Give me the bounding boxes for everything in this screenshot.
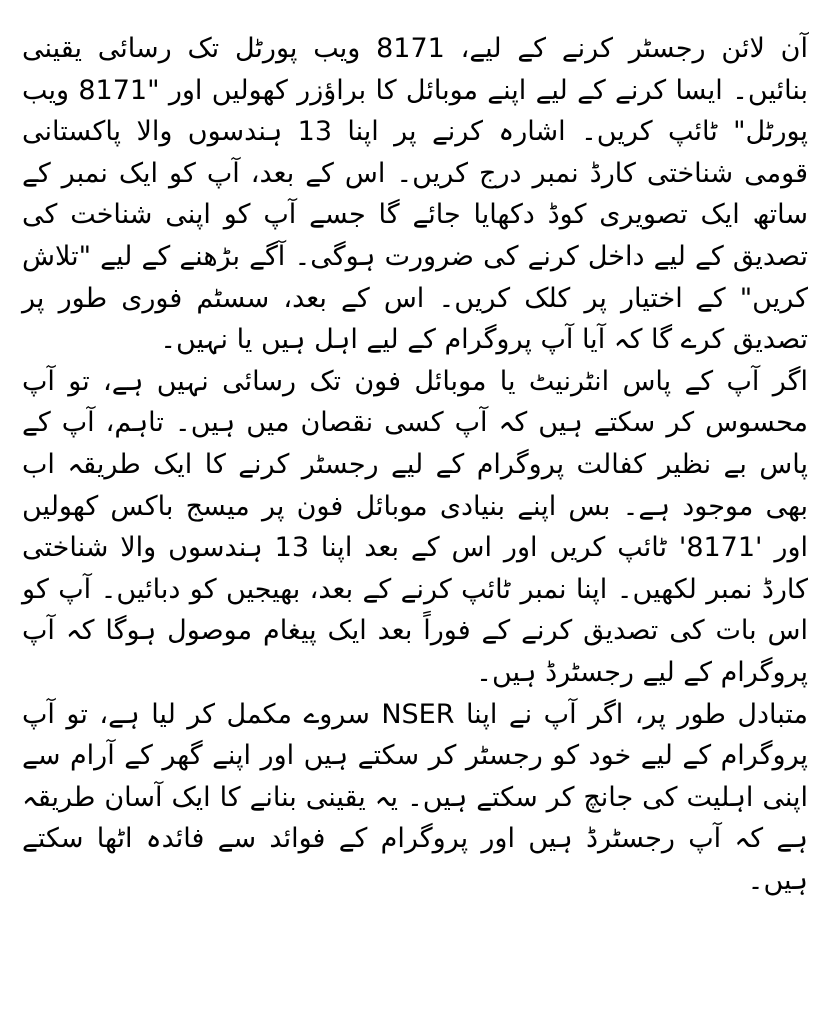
paragraph-nser-registration: متبادل طور پر، اگر آپ نے اپنا NSER سروے مکمل کر لیا ہے، تو آپ پروگرام کے لیے خود کو رجسٹر کر سکتے ہیں اور اپنے گھر کے آرام سے اپنی اہلیت کی جانچ کر سکتے ہیں۔ یہ یقینی بنانے کا ایک آسان طریقہ ہے کہ آپ رجسٹرڈ ہیں اور پروگرام کے فوائد سے فائدہ اٹھا سکتے ہیں۔ [22,698,808,896]
paragraph-sms-registration: اگر آپ کے پاس انٹرنیٹ یا موبائل فون تک رسائی نہیں ہے، تو آپ محسوس کر سکتے ہیں کہ آپ کسی نقصان میں ہیں۔ تاہم، آپ کے پاس بے نظیر کفالت پروگرام کے لیے رجسٹر کرنے کا ایک طریقہ اب بھی موجود ہے۔ بس اپنے بنیادی موبائل فون پر میسج باکس کھولیں اور '8171' ٹائپ کریں اور اس کے بعد اپنا 13 ہندسوں والا شناختی کارڈ نمبر لکھیں۔ اپنا نمبر ٹائپ کرنے کے بعد، بھیجیں کو دبائیں۔ آپ کو اس بات کی تصدیق کرنے کے فوراً بعد ایک پیغام موصول ہوگا کہ آپ پروگرام کے لیے رجسٹرڈ ہیں۔ [22,365,808,688]
paragraph-online-registration: آن لائن رجسٹر کرنے کے لیے، 8171 ویب پورٹل تک رسائی یقینی بنائیں۔ ایسا کرنے کے لیے اپنے موبائل کا براؤزر کھولیں اور "8171 ویب پورٹل" ٹائپ کریں۔ اشارہ کرنے پر اپنا 13 ہندسوں والا پاکستانی قومی شناختی کارڈ نمبر درج کریں۔ اس کے بعد، آپ کو ایک نمبر کے ساتھ ایک تصویری کوڈ دکھایا جائے گا جسے آپ کو اپنی شناخت کی تصدیق کے لیے داخل کرنے کی ضرورت ہوگی۔ آگے بڑھنے کے لیے "تلاش کریں" کے اختیار پر کلک کریں۔ اس کے بعد، سسٹم فوری طور پر تصدیق کرے گا کہ آیا آپ پروگرام کے لیے اہل ہیں یا نہیں۔ [22,33,808,356]
article-body [22,28,808,901]
